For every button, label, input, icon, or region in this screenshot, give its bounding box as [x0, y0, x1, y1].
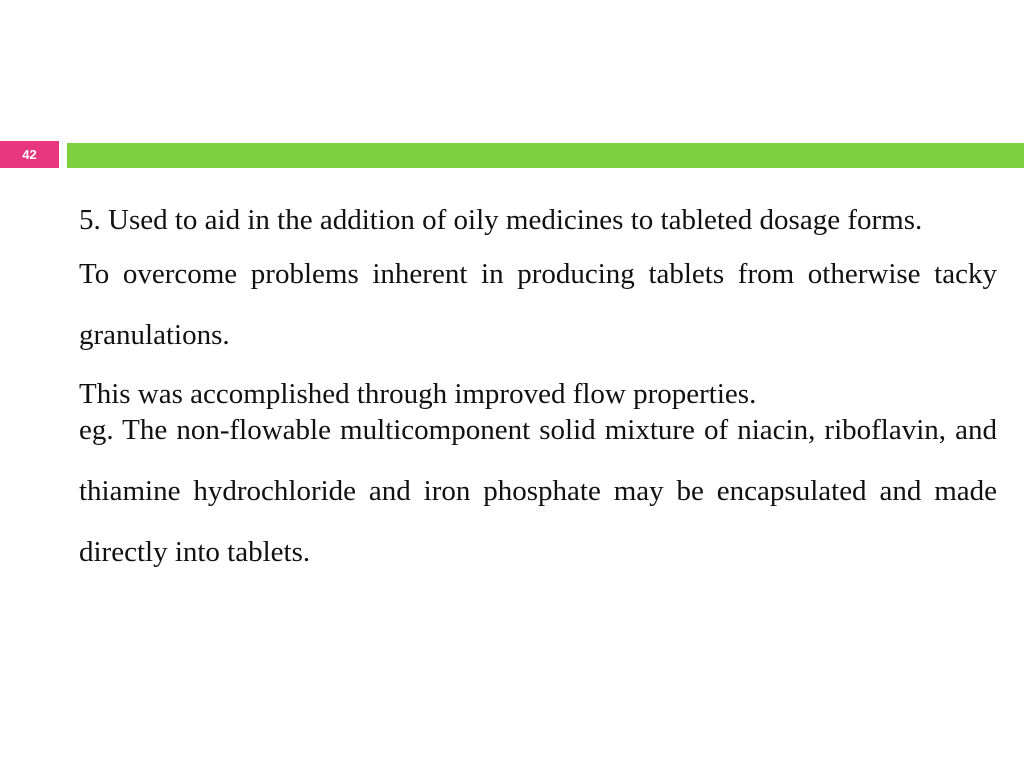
- header-accent-bar: [67, 143, 1024, 168]
- slide-body: [79, 190, 997, 583]
- paragraph-tacky-granulations: To overcome problems inherent in producing tablets from otherwise tacky granulations.: [79, 258, 997, 351]
- slide-number-badge: [0, 141, 59, 168]
- slide-number: 42: [22, 147, 37, 162]
- paragraph-flow-properties: This was accomplished through improved flow properties.: [79, 378, 757, 410]
- paragraph-example: eg. The non-flowable multicomponent solid mixture of niacin, riboflavin, and thiamine hydrochloride and iron phosphate may be encapsulated and made directly into tablets.: [79, 414, 997, 568]
- paragraph-oily-medicines: 5. Used to aid in the addition of oily medicines to tableted dosage forms.: [79, 204, 923, 236]
